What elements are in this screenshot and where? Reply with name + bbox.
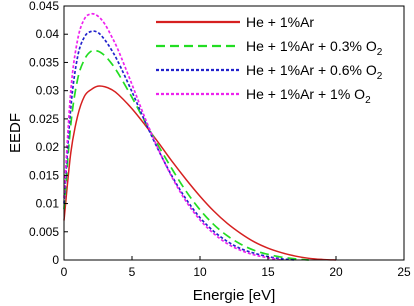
y-axis-title: EEDF [7,112,24,154]
legend-label-3: He + 1%Ar + 0.6% $O_2$ [246,62,383,82]
x-tick-label: 25 [397,265,411,279]
x-tick-label: 15 [261,265,275,279]
legend-label-2: He + 1%Ar + 0.3% $O_2$ [246,38,383,58]
series-line-2 [64,50,309,260]
legend-label-1: He + 1%Ar [246,14,315,30]
y-tick-label: 0.045 [28,0,59,13]
legend-label-4: He + 1%Ar + 1% $O_2$ [246,86,371,106]
y-tick-label: 0.005 [28,224,59,239]
y-tick-label: 0.02 [35,140,59,155]
x-tick-label: 10 [193,265,207,279]
x-axis-title: Energie [eV] [192,287,276,304]
x-tick-label: 0 [60,265,68,279]
x-tick-label: 5 [128,265,136,279]
y-tick-label: 0.04 [35,27,59,42]
y-tick-label: 0.01 [35,196,59,211]
y-tick-label: 0.03 [35,83,59,98]
y-tick-label: 0.025 [28,111,59,126]
y-tick-label: 0.035 [28,55,59,70]
y-tick-label: 0.015 [28,168,59,183]
series-line-1 [64,86,336,260]
legend [156,14,383,106]
y-tick-label: 0 [52,253,59,267]
x-tick-label: 20 [329,265,343,279]
